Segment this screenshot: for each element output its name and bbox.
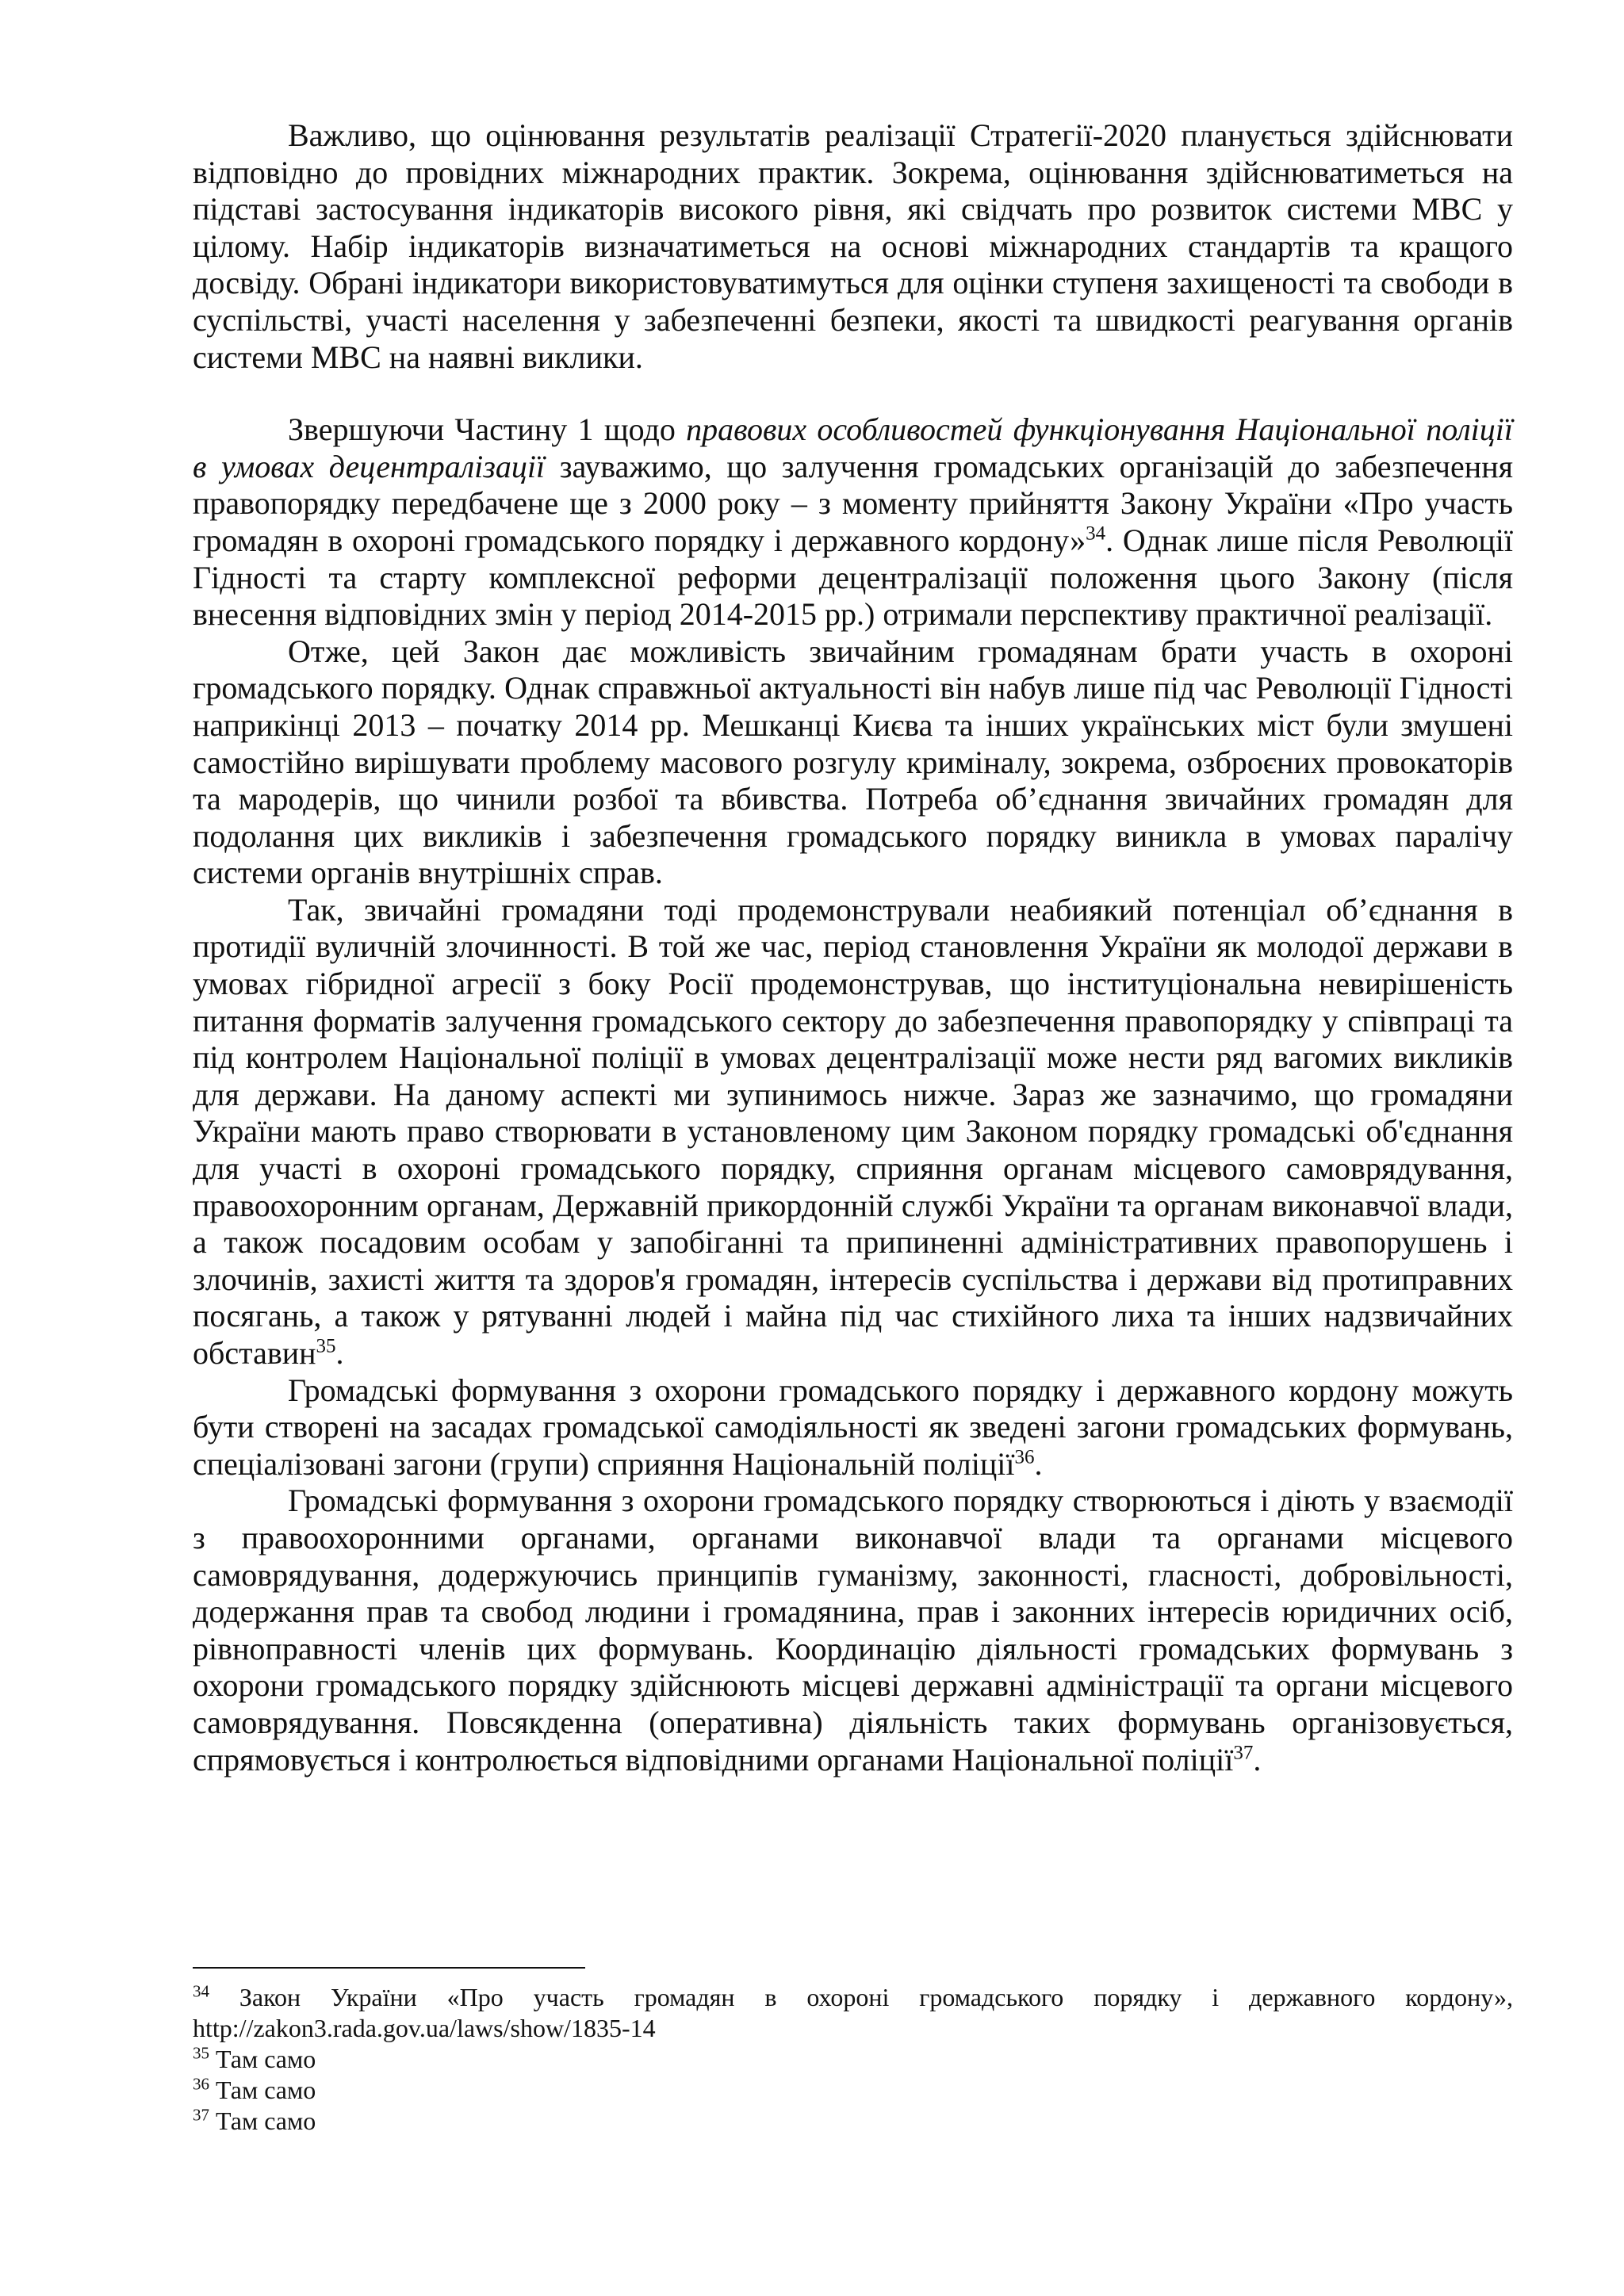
footnote-37: [193, 2106, 1513, 2137]
paragraph-part-one-conclusion: [193, 411, 1513, 633]
paragraph-text: Так, звичайні громадяни тоді продемонстрували неабиякий потенціал об’єднання в протидії вуличній злочинності. В той же час, період становлення України як молодої держави в умовах гібридної агресії з боку Росії продемонстрував, що інституціональна невирішеність питання форматів залучення громадського сектору до забезпечення правопорядку у співпраці та під контролем Національної поліції в умовах децентралізації може нести ряд вагомих викликів для держави. На даному аспекті ми зупинимось нижче. Зараз же зазначимо, що громадяни України мають право створювати в установленому цим Законом порядку громадські об'єднання для участі в охороні громадського порядку, сприяння органам місцевого самоврядування, правоохоронним органам, Державній прикордонній службі України та органам виконавчої влади, а також посадовим особам у запобіганні та припиненні адміністративних правопорушень і злочинів, захисті життя та здоров'я громадян, інтересів суспільства і держави від протиправних посягань, а також у рятуванні людей і майна під час стихійного лиха та інших надзвичайних обставин: [193, 891, 1513, 1371]
emphasized-phrase: правових особливостей функціонування Національної поліції в умовах децентралізації: [193, 411, 1513, 484]
footnote-text: Там само: [209, 2045, 316, 2073]
footnote-34: [193, 1982, 1513, 2044]
footnotes: [193, 1982, 1513, 2137]
footnote-mark: 36: [193, 2074, 209, 2094]
footnote-text: Там само: [209, 2107, 316, 2135]
paragraph-formations-cooperation: [193, 1483, 1513, 1778]
paragraph-public-formations: [193, 1372, 1513, 1483]
paragraph-text: Важливо, що оцінювання результатів реалізації Стратегії-2020 планується здійснювати відповідно до провідних міжнародних практик. Зокрема, оцінювання здійснюватиметься на підставі застосування індикаторів високого рівня, які свідчать про розвиток системи МВС у цілому. Набір індикаторів визначатиметься на основі міжнародних стандартів та кращого досвіду. Обрані індикатори використовуватимуться для оцінки ступеня захищеності та свободи в суспільстві, участі населення у забезпеченні безпеки, якості та швидкості реагування органів системи МВС на наявні виклики.: [193, 117, 1513, 375]
footnote-mark: 37: [193, 2105, 209, 2125]
footnote-36: [193, 2075, 1513, 2106]
footnote-text: Там само: [209, 2076, 316, 2104]
main-text: [193, 117, 1513, 1778]
paragraph-text-continued: . Однак лише після Революції Гідності та старту комплексної реформи децентралізації положення цього Закону (після внесення відповідних змін у період 2014-2015 рр.) отримали перспективу практичної реалізації.: [193, 522, 1513, 633]
paragraph-strategy-evaluation: [193, 117, 1513, 376]
footnote-mark: 35: [193, 2043, 209, 2063]
footnote-separator: [193, 1967, 585, 1969]
footnote-reference-36[interactable]: 36: [1014, 1446, 1035, 1468]
footnote-reference-37[interactable]: 37: [1233, 1742, 1254, 1764]
document-page: [193, 117, 1513, 1778]
footnote-reference-35[interactable]: 35: [316, 1335, 336, 1357]
paragraph-text-continued: .: [335, 1335, 344, 1371]
footnote-mark: 34: [193, 1981, 209, 2001]
footnote-text: Закон України «Про участь громадян в охороні громадського порядку і державного кордону», http://zakon3.rada.gov.ua/laws/show/1835-14: [193, 1983, 1513, 2042]
paragraph-lead: Звершуючи Частину 1 щодо: [288, 411, 687, 448]
footnote-reference-34[interactable]: 34: [1086, 522, 1106, 545]
paragraph-revolution-of-dignity: [193, 633, 1513, 892]
paragraph-text-continued: .: [1034, 1445, 1043, 1482]
paragraph-citizens-rights: [193, 892, 1513, 1372]
paragraph-text: зауважимо, що залучення громадських організацій до забезпечення правопорядку передбачене ще з 2000 року – з моменту прийняття Закону України «Про участь громадян в охороні громадського порядку і державного кордону»: [193, 448, 1514, 558]
paragraph-text: Громадські формування з охорони громадського порядку і державного кордону можуть бути створені на засадах громадської самодіяльності як зведені загони громадських формувань, спеціалізовані загони (групи) сприяння Національній поліції: [193, 1372, 1513, 1482]
paragraph-text: Громадські формування з охорони громадського порядку створюються і діють у взаємодії з правоохоронними органами, органами виконавчої влади та органами місцевого самоврядування, додержуючись принципів гуманізму, законності, гласності, добровільності, додержання прав та свобод людини і громадянина, прав і законних інтересів юридичних осіб, рівноправності членів цих формувань. Координацію діяльності громадських формувань з охорони громадського порядку здійснюють місцеві державні адміністрації та органи місцевого самоврядування. Повсякденна (оперативна) діяльність таких формувань організовується, спрямовується і контролюється відповідними органами Національної поліції: [193, 1483, 1513, 1777]
paragraph-text: Отже, цей Закон дає можливість звичайним громадянам брати участь в охороні громадського порядку. Однак справжньої актуальності він набув лише під час Революції Гідності наприкінці 2013 – початку 2014 рр. Мешканці Києва та інших українських міст були змушені самостійно вирішувати проблему масового розгулу криміналу, зокрема, озброєних провокаторів та мародерів, що чинили розбої та вбивства. Потреба об’єднання звичайних громадян для подолання цих викликів і забезпечення громадського порядку виникла в умовах паралічу системи органів внутрішніх справ.: [193, 633, 1513, 891]
footnote-35: [193, 2044, 1513, 2075]
paragraph-text-continued: .: [1253, 1741, 1262, 1777]
